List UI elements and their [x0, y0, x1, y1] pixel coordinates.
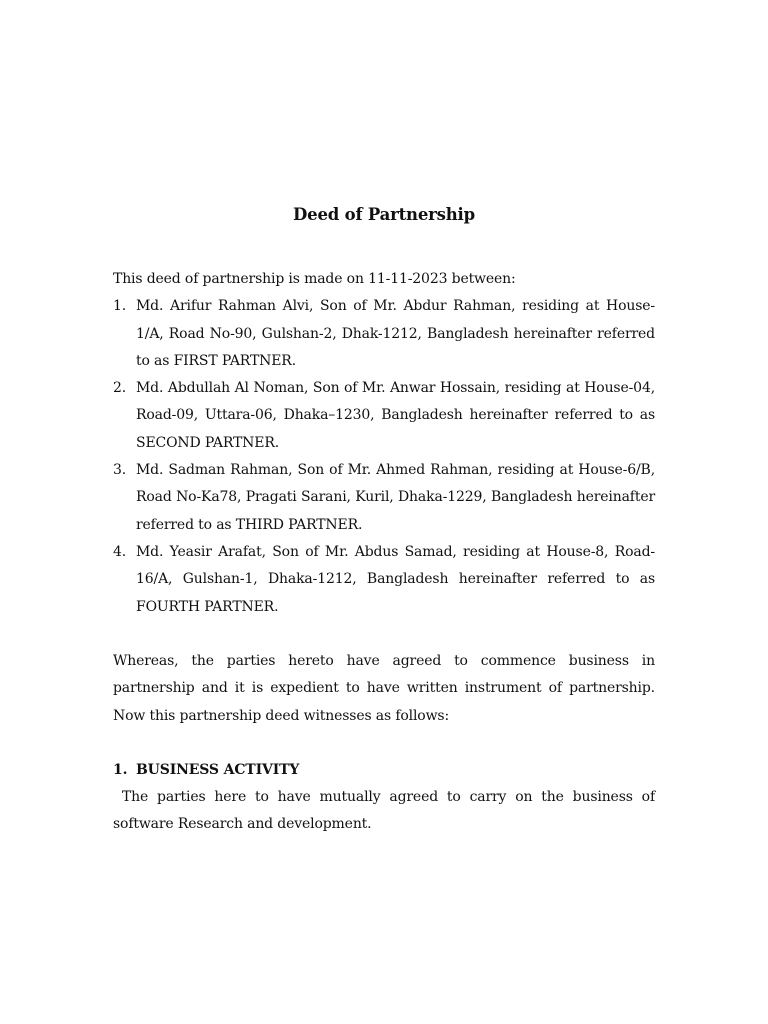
partner-number: 2.: [113, 380, 127, 397]
partner-text: Md. Yeasir Arafat, Son of Mr. Abdus Samad, residing at House-8, Road-16/A, Gulshan-1, Dhaka-1212, Bangladesh hereinafter referred to as FOURTH PARTNER.: [136, 543, 655, 615]
partner-item-1: [113, 293, 655, 375]
partner-list: [113, 293, 655, 621]
section-title: BUSINESS ACTIVITY: [136, 762, 300, 778]
section-number: 1.: [113, 762, 128, 778]
partner-number: 4.: [113, 543, 127, 560]
section-body: The parties here to have mutually agreed to carry on the business of software Research and development.: [113, 789, 660, 833]
intro-text: This deed of partnership is made on 11-11-2023 between:: [113, 271, 516, 287]
section-heading: [113, 757, 655, 784]
partner-number: 1.: [113, 298, 127, 315]
intro-block: [113, 266, 655, 621]
partner-number: 3.: [113, 462, 127, 479]
document-title: Deed of Partnership: [293, 205, 475, 224]
partner-item-3: [113, 457, 655, 539]
partner-item-2: [113, 375, 655, 457]
whereas-paragraph: Whereas, the parties hereto have agreed to commence business in partnership and it is expedient to have written instrument of partnership. Now this partnership deed witnesses as follows:: [113, 653, 655, 724]
partner-text: Md. Sadman Rahman, Son of Mr. Ahmed Rahman, residing at House-6/B, Road No-Ka78, Pragati Sarani, Kuril, Dhaka-1229, Bangladesh hereinafter referred to as THIRD PARTNER.: [136, 462, 655, 533]
partner-text: Md. Arifur Rahman Alvi, Son of Mr. Abdur Rahman, residing at House-1/A, Road No-90, Gulshan-2, Dhak-1212, Bangladesh hereinafter referred to as FIRST PARTNER.: [136, 298, 655, 369]
partner-item-4: [113, 539, 655, 621]
partner-text: Md. Abdullah Al Noman, Son of Mr. Anwar Hossain, residing at House-04, Road-09, Uttara-06, Dhaka–1230, Bangladesh hereinafter referred to as SECOND PARTNER.: [136, 380, 655, 451]
